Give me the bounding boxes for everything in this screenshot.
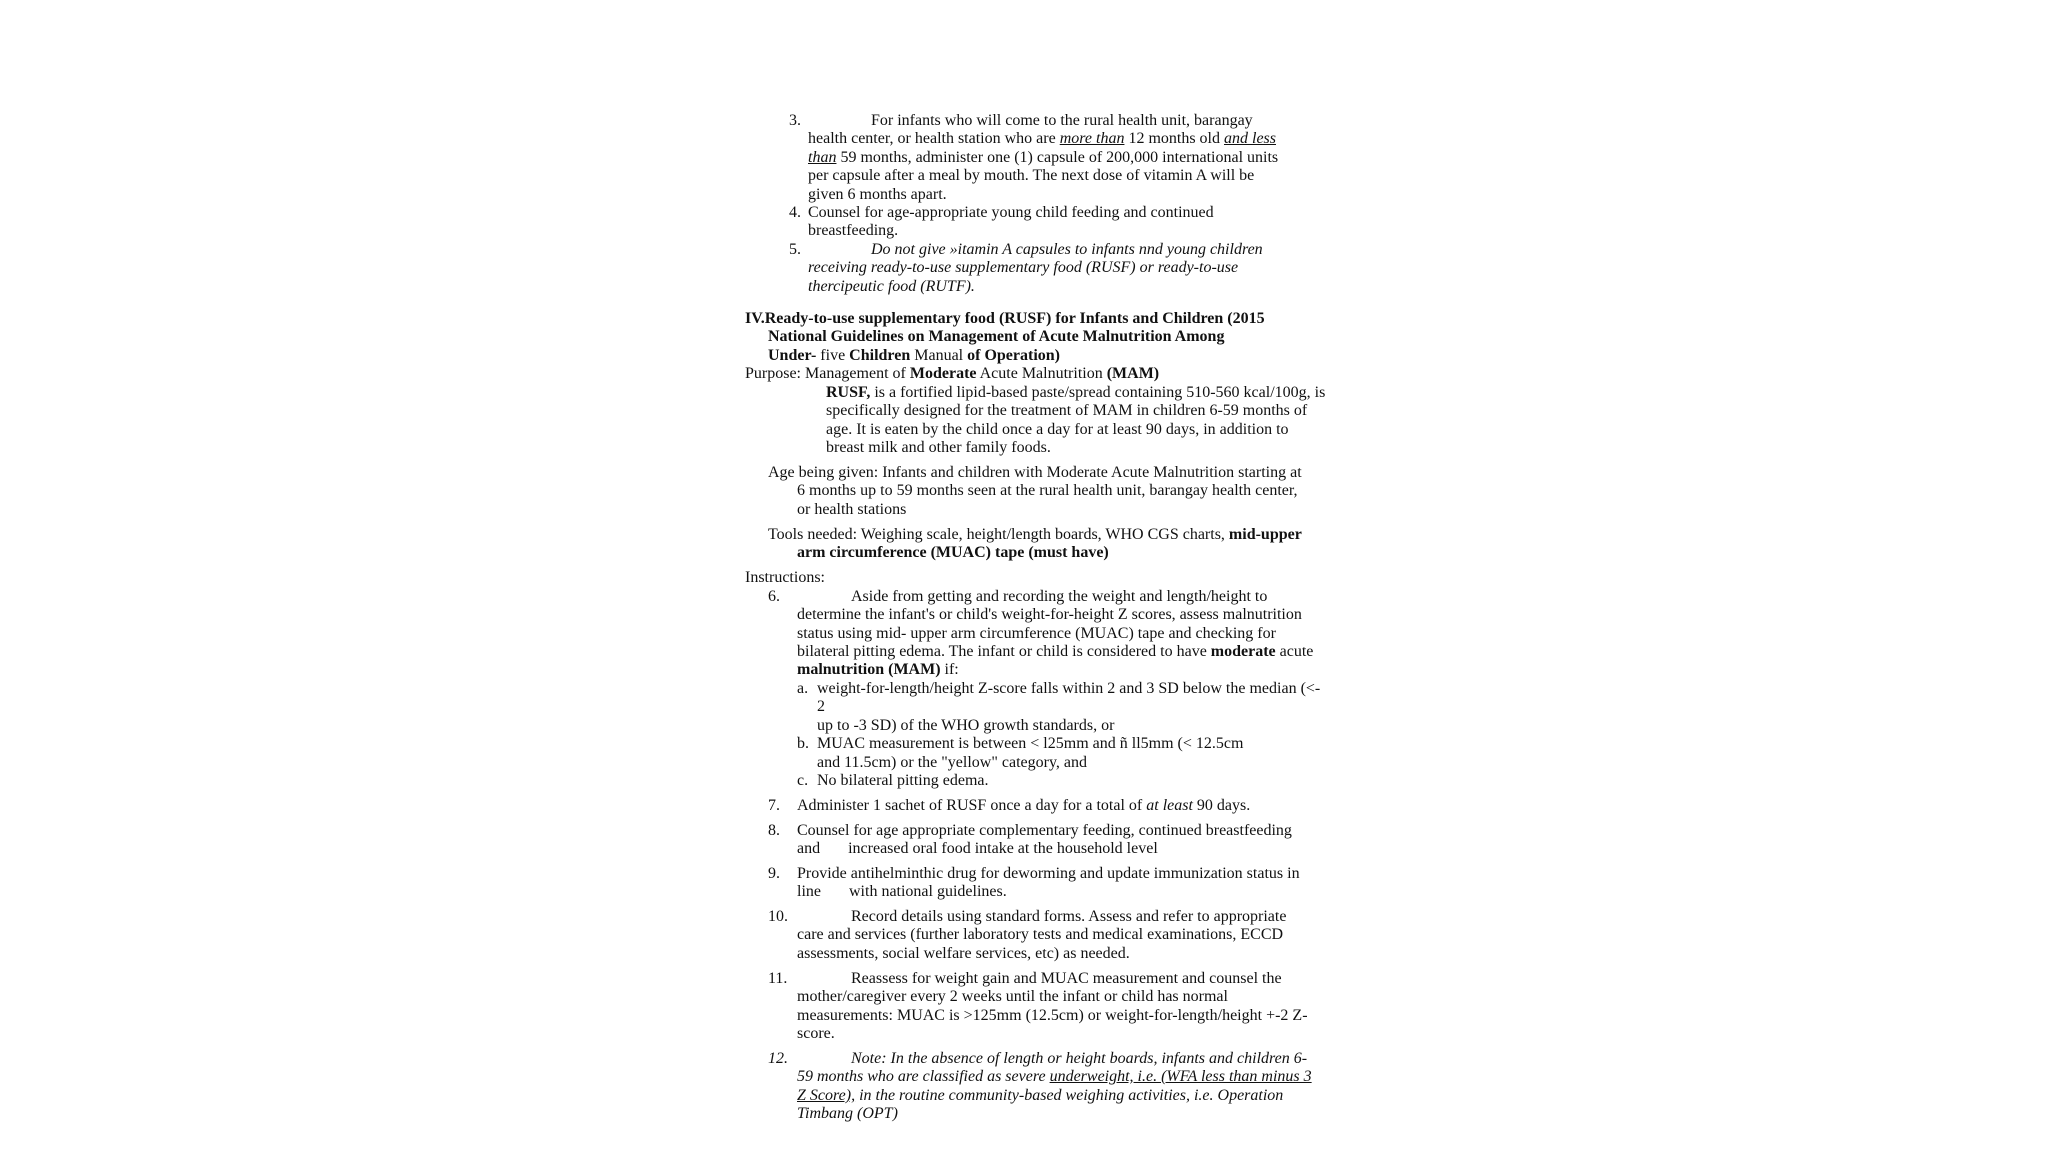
instructions-label: Instructions:	[745, 569, 825, 586]
item10-line1: Record details using standard forms. Assess and refer to appropriate	[851, 908, 1287, 925]
item11-line4: score.	[797, 1025, 835, 1042]
item6-sub-c-label: c.	[797, 772, 809, 789]
item6-sub-b-label: b.	[797, 735, 809, 752]
item7-line1: Administer 1 sachet of RUSF once a day for a total of at least 90 days.	[797, 797, 1251, 814]
rusf-line1: RUSF, is a fortified lipid-based paste/spread containing 510-560 kcal/100g, is	[826, 384, 1326, 401]
age-line3: or health stations	[797, 501, 907, 518]
item8-line1: Counsel for age appropriate complementary feeding, continued breastfeeding	[797, 822, 1292, 839]
age-line2: 6 months up to 59 months seen at the rural health unit, barangay health center,	[797, 482, 1298, 499]
item6-sub-c-line1: No bilateral pitting edema.	[817, 772, 989, 789]
item3-line5: given 6 months apart.	[808, 186, 947, 203]
item12-line3: Z Score), in the routine community-based weighing activities, i.e. Operation	[797, 1087, 1284, 1104]
item4-number: 4.	[789, 204, 801, 221]
item11-line1: Reassess for weight gain and MUAC measurement and counsel the	[851, 970, 1282, 987]
item10-line2: care and services (further laboratory tests and medical examinations, ECCD	[797, 926, 1284, 943]
tools-line2: arm circumference (MUAC) tape (must have)	[797, 544, 1109, 561]
item5-line1: Do not give »itamin A capsules to infants nnd young children	[871, 241, 1263, 258]
rusf-line4: breast milk and other family foods.	[826, 439, 1051, 456]
section-heading-line1: IV.Ready-to-use supplementary food (RUSF) for Infants and Children (2015	[745, 310, 1265, 327]
item7-number: 7.	[768, 797, 780, 814]
item4-line1: Counsel for age-appropriate young child feeding and continued	[808, 204, 1214, 221]
item9-line1: Provide antihelminthic drug for deworming and update immunization status in	[797, 865, 1300, 882]
item10-line3: assessments, social welfare services, etc) as needed.	[797, 945, 1130, 962]
item8-number: 8.	[768, 822, 780, 839]
item12-number: 12.	[768, 1050, 788, 1067]
item6-sub-a-label: a.	[797, 680, 809, 697]
item11-line2: mother/caregiver every 2 weeks until the infant or child has normal	[797, 988, 1228, 1005]
item5-number: 5.	[789, 241, 801, 258]
item6-line5: malnutrition (MAM) if:	[797, 661, 959, 678]
item5-line3: thercipeutic food (RUTF).	[808, 278, 975, 295]
purpose-line: Purpose: Management of Moderate Acute Malnutrition (MAM)	[745, 365, 1160, 382]
item6-sub-a-line3: up to -3 SD) of the WHO growth standards, or	[817, 717, 1115, 734]
item3-number: 3.	[789, 112, 801, 129]
item12-line4: Timbang (OPT)	[797, 1105, 898, 1122]
item3-line3: than 59 months, administer one (1) capsule of 200,000 international units	[808, 149, 1279, 166]
item6-number: 6.	[768, 588, 780, 605]
section-heading-line3: Under- five Children Manual of Operation)	[768, 347, 1060, 364]
item5-line2: receiving ready-to-use supplementary food (RUSF) or ready-to-use	[808, 259, 1239, 276]
tools-line1: Tools needed: Weighing scale, height/length boards, WHO CGS charts, mid-upper	[768, 526, 1302, 543]
item3-line2: health center, or health station who are more than 12 months old and less	[808, 130, 1276, 147]
item3-line1: For infants who will come to the rural health unit, barangay	[871, 112, 1253, 129]
item12-line1: Note: In the absence of length or height boards, infants and children 6-	[851, 1050, 1308, 1067]
item6-sub-b-line1: MUAC measurement is between < l25mm and ñ ll5mm (< 12.5cm	[817, 735, 1244, 752]
item9-line2: line with national guidelines.	[797, 883, 1007, 900]
rusf-line3: age. It is eaten by the child once a day for at least 90 days, in addition to	[826, 421, 1289, 438]
item11-line3: measurements: MUAC is >125mm (12.5cm) or weight-for-length/height +-2 Z-	[797, 1007, 1308, 1024]
item9-number: 9.	[768, 865, 780, 882]
section-heading-line2: National Guidelines on Management of Acute Malnutrition Among	[768, 328, 1225, 345]
item6-sub-b-line2: and 11.5cm) or the "yellow" category, and	[817, 754, 1088, 771]
rusf-line2: specifically designed for the treatment of MAM in children 6-59 months of	[826, 402, 1308, 419]
item6-sub-a-line2: 2	[817, 698, 825, 715]
item6-line3: status using mid- upper arm circumference (MUAC) tape and checking for	[797, 625, 1276, 642]
item8-line2: and increased oral food intake at the household level	[797, 840, 1158, 857]
item6-line4: bilateral pitting edema. The infant or child is considered to have moderate acute	[797, 643, 1314, 660]
item4-line2: breastfeeding.	[808, 222, 899, 239]
item3-line4: per capsule after a meal by mouth. The next dose of vitamin A will be	[808, 167, 1255, 184]
item10-number: 10.	[768, 908, 788, 925]
age-line1: Age being given: Infants and children with Moderate Acute Malnutrition starting at	[768, 464, 1302, 481]
item6-line1: Aside from getting and recording the weight and length/height to	[851, 588, 1268, 605]
item6-sub-a-line1: weight-for-length/height Z-score falls within 2 and 3 SD below the median (<-	[817, 680, 1321, 697]
item12-line2: 59 months who are classified as severe underweight, i.e. (WFA less than minus 3	[797, 1068, 1312, 1085]
item6-line2: determine the infant's or child's weight-for-height Z scores, assess malnutrition	[797, 606, 1302, 623]
item11-number: 11.	[768, 970, 788, 987]
